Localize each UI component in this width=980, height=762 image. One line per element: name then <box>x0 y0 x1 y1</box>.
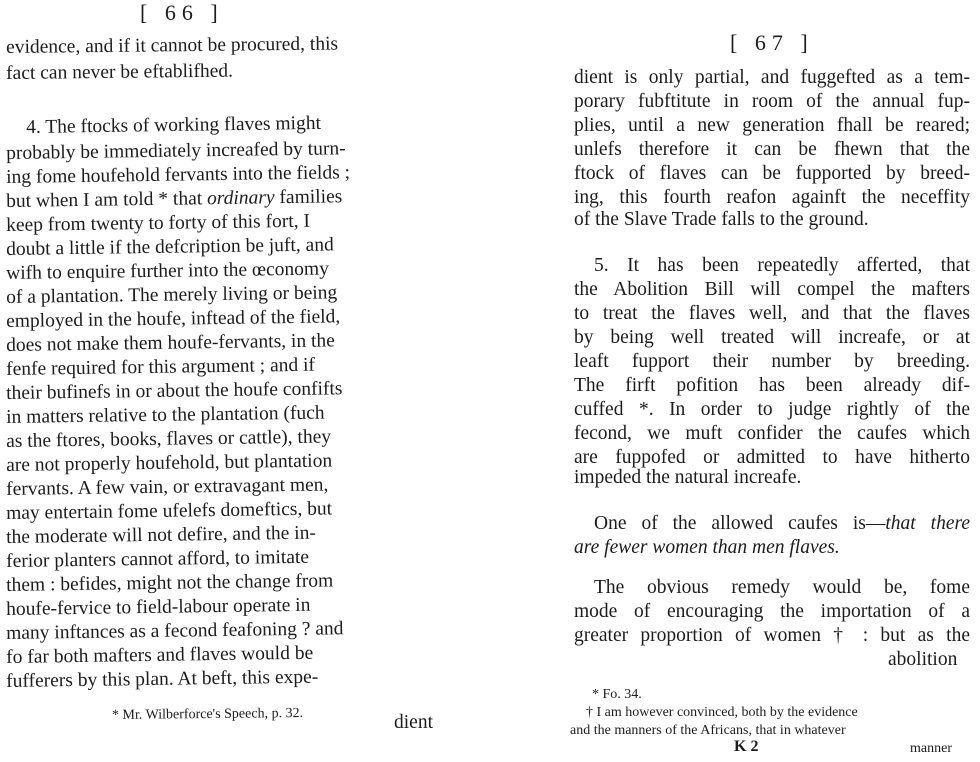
left-line: fervants. A few vain, or extravagant men, <box>6 474 329 500</box>
right-line: fecond, we muft confider the caufes which <box>574 423 970 444</box>
signature-mark: K 2 <box>734 738 759 755</box>
right-line: impeded the natural increafe. <box>574 467 802 488</box>
left-line: fact can never be eftablifhed. <box>6 60 234 84</box>
left-line: doubt a little if the defcription be juft, and <box>6 234 334 260</box>
left-line: houfe-fervice to field-labour operate in <box>6 594 311 620</box>
left-line: are not properly houfehold, but plantation <box>6 450 333 476</box>
left-line: in matters relative to the plantation (fuch <box>6 402 325 428</box>
right-line: by being well treated will increafe, or at <box>574 327 970 348</box>
right-line: the Abolition Bill will compel the mafters <box>574 279 970 300</box>
right-line: cuffed *. In order to judge rightly of the <box>574 399 970 420</box>
left-line: does not make them houfe-fervants, in the <box>6 330 335 356</box>
right-line-segment: One of the allowed caufes is— <box>594 513 886 534</box>
right-line: unlefs therefore it can be fhewn that the <box>574 139 970 160</box>
right-line: porary fubftitute in room of the annual fup- <box>574 91 970 112</box>
right-line: of the Slave Trade falls to the ground. <box>574 209 869 230</box>
left-catchword: dient <box>394 712 433 733</box>
left-line: them : befides, might not the change from <box>6 570 334 596</box>
right-line: leaft fupport their number by breeding. <box>574 351 970 372</box>
page-number-66: [ 66 ] <box>140 0 224 25</box>
right-footnote: † I am however convinced, both by the evidence <box>586 705 858 720</box>
right-line: The obvious remedy would be, fome <box>594 577 970 598</box>
right-line <box>574 512 970 536</box>
right-line: plies, until a new generation fhall be reared; <box>574 115 970 136</box>
left-page <box>0 0 470 762</box>
left-line: fo far both mafters and flaves would be <box>6 642 314 668</box>
left-line-segment: but when I am told * that <box>6 188 208 212</box>
right-line: abolition <box>888 649 958 670</box>
left-line: fenfe required for this argument ; and if <box>6 354 316 380</box>
right-footnote: * Fo. 34. <box>592 687 642 702</box>
right-line: 5. It has been repeatedly afferted, that <box>594 255 970 276</box>
left-line-italic: ordinary <box>206 187 275 210</box>
right-line-italic: that there <box>885 513 970 534</box>
left-line-segment: families <box>274 186 343 209</box>
right-footnote: and the manners of the Africans, that in whatever <box>570 723 846 738</box>
right-line: to treat the flaves well, and that the flaves <box>574 303 970 324</box>
right-catchword: manner <box>910 741 952 756</box>
right-line: The firft pofition has been already dif- <box>574 375 970 396</box>
left-line: ing fome houfehold fervants into the fields ; <box>6 162 351 188</box>
left-line: probably be immediately increafed by turn- <box>6 138 346 164</box>
left-line: fufferers by this plan. At beft, this expe- <box>6 666 319 692</box>
left-line: the moderate will not defire, and the in- <box>6 522 317 548</box>
left-line: keep from twenty to forty of this fort, I <box>6 210 311 236</box>
right-line: ftock of flaves can be fupported by breed- <box>574 163 970 184</box>
right-line: dient is only partial, and fuggefted as a tem- <box>574 67 970 88</box>
left-line: evidence, and if it cannot be procured, this <box>6 33 339 58</box>
left-line: employed in the houfe, inftead of the field, <box>6 306 341 332</box>
right-line: ing, this fourth reafon againft the neceffity <box>574 187 970 208</box>
left-line: 4. The ftocks of working flaves might <box>26 112 322 138</box>
left-line: as the ftores, books, flaves or cattle), they <box>6 426 332 452</box>
right-line-italic: are fewer women than men flaves. <box>574 537 840 558</box>
page-number-67: [ 67 ] <box>730 30 814 55</box>
right-line: mode of encouraging the importation of a <box>574 601 970 622</box>
right-line: are fuppofed or admitted to have hitherto <box>574 447 970 468</box>
left-footnote: * Mr. Wilberforce's Speech, p. 32. <box>111 706 304 723</box>
left-line: ferior planters cannot afford, to imitate <box>6 546 310 572</box>
left-line: their bufinefs in or about the houfe confifts <box>6 378 343 404</box>
left-line: many inftances as a fecond feafoning ? and <box>6 618 344 644</box>
left-line: may entertain fome ufelefs domeftics, but <box>6 498 333 524</box>
left-line: wifh to enquire further into the œconomy <box>6 258 330 284</box>
right-page <box>490 0 980 762</box>
right-line: greater proportion of women † : but as the <box>574 625 970 646</box>
left-line: of a plantation. The merely living or being <box>6 282 338 308</box>
